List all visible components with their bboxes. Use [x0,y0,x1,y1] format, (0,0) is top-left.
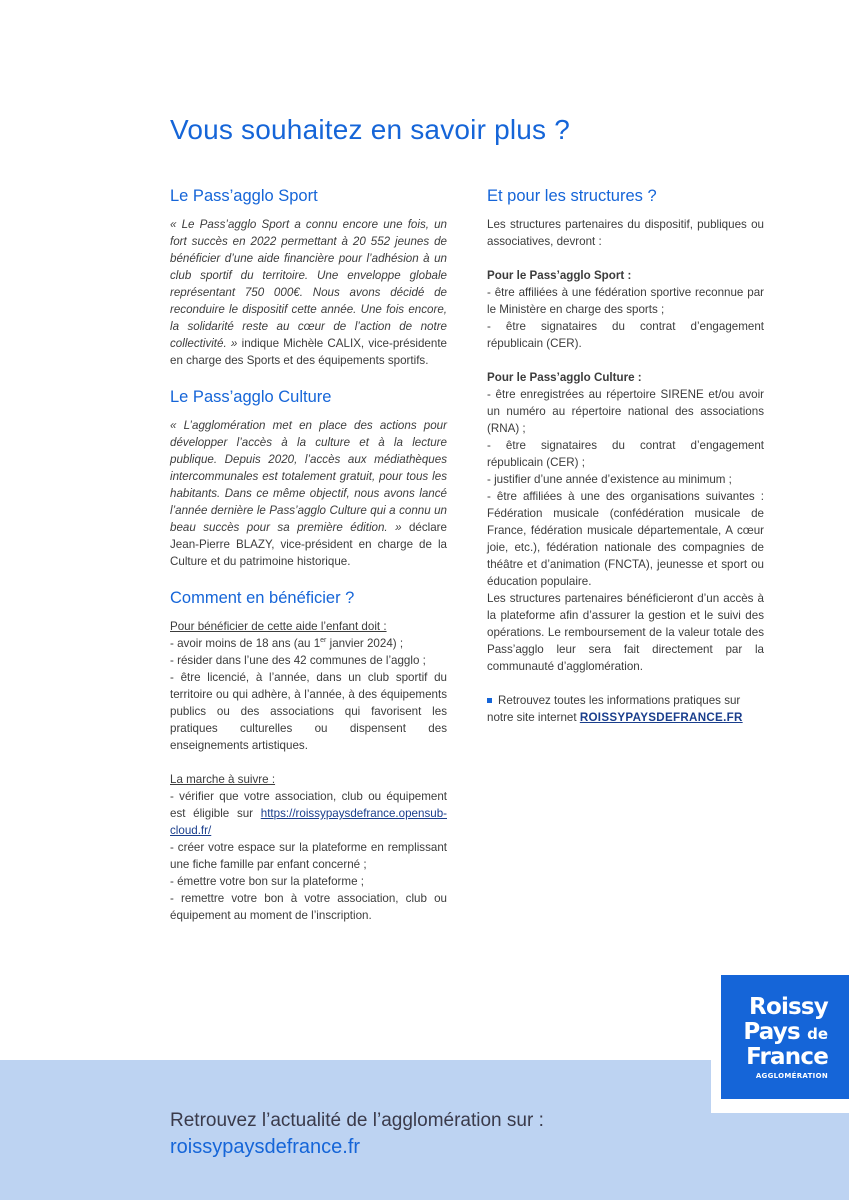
footer-line: Retrouvez l’actualité de l’agglomération sur : [170,1110,544,1131]
step-check-text: - vérifier que votre association, club ou équipement est éligible sur [170,790,447,820]
structures-heading: Et pour les structures ? [487,187,657,205]
sport-req-title: Pour le Pass’agglo Sport : [487,269,632,282]
left-column [170,186,447,924]
step-check [170,788,447,839]
culture-req-item: - être enregistrées au répertoire SIRENE et/ou avoir un numéro au répertoire national des associations (RNA) ; [487,388,764,435]
culture-req-title: Pour le Pass’agglo Culture : [487,371,642,384]
benefit-heading: Comment en bénéficier ? [170,589,355,607]
culture-quote [170,417,447,570]
culture-req-item: - être signataires du contrat d’engagement républicain (CER) ; [487,439,764,469]
square-bullet-icon [487,698,492,703]
condition-age-text: - avoir moins de 18 ans (au 1 [170,637,321,650]
page-title: Vous souhaitez en savoir plus ? [170,114,571,145]
footer [170,1108,544,1160]
opensub-link[interactable]: https://roissypaysdefrance.opensub-cloud.fr/ [170,807,447,837]
culture-quote-text: « L’agglomération met en place des actions pour développer l’accès à la culture et à la lecture publique. Depuis 2020, l’accès aux médiathèques intercommunales est totalement gratuit, pour tous les habitants. Dans ce même objectif, nous avons lancé l’année dernière le Pass’agglo Culture qui a connu un beau succès pour sa première édition. » [170,419,447,534]
sport-quote [170,216,447,369]
condition-age-date: janvier 2024) ; [326,637,404,650]
logo-de: de [807,1025,828,1043]
sport-req-item: - être affiliées à une fédération sportive reconnue par le Ministère en charge des sports ; [487,286,764,316]
step-give: - remettre votre bon à votre association, club ou équipement au moment de l’inscription. [170,892,447,922]
info-note [487,692,764,726]
culture-req-item: - être affiliées à une des organisations suivantes : Fédération musicale (confédération musicale de France, fédération musicale départementale, A cœur joie, etc.), fédération nationale des compagnies de théâtre et d’animation (FNCTA), jeunesse et sport ou éducation populaire. [487,490,764,588]
structures-intro: Les structures partenaires du dispositif, publiques ou associatives, devront : [487,218,764,248]
condition-residence: - résider dans l’une des 42 communes de l’agglo ; [170,654,426,667]
structures-closing: Les structures partenaires bénéficieront d’un accès à la plateforme afin d’assurer la gestion et le suivi des opérations. Le remboursement de la valeur totale des Pass’agglo leur sera fait directement par la communauté d’agglomération. [487,592,764,673]
culture-heading: Le Pass’agglo Culture [170,388,332,406]
info-text: Retrouvez toutes les informations pratiques sur notre site internet [487,694,741,724]
agglo-logo [721,975,849,1099]
sport-quote-text: « Le Pass’agglo Sport a connu encore une fois, un fort succès en 2022 permettant à 20 552 jeunes de bénéficier d’une aide financière pour l’adhésion à un club sportif du territoire. Une enveloppe globale représentant 750 000€. Nous avons décidé de reconduire le dispositif cette année. Une fois encore, la solidarité reste au cœur de l’action de notre collectivité. » [170,218,447,350]
step-create: - créer votre espace sur la plateforme en remplissant une fiche famille par enfant concerné ; [170,841,447,871]
logo-line-france: France [746,1044,828,1070]
condition-age-sup: er [320,637,327,645]
culture-attribution: déclare Jean-Pierre BLAZY, vice-président en charge de la Culture et du patrimoine historique. [170,521,447,568]
sport-req-item: - être signataires du contrat d’engagement républicain (CER). [487,320,764,350]
logo-subtitle: AGGLOMÉRATION [755,1072,828,1080]
footer-url[interactable]: roissypaysdefrance.fr [170,1136,361,1158]
condition-age [170,635,447,652]
logo-line-pays [743,1020,828,1046]
culture-req-item: - justifier d’une année d’existence au minimum ; [487,473,732,486]
condition-licence: - être licencié, à l’année, dans un club sportif du territoire ou qui adhère, à l’année, à des équipements publics ou des associations qui favorisent les pratiques culturelles ou dispensent des enseignements artistiques. [170,671,447,752]
conditions-title: Pour bénéficier de cette aide l’enfant doit : [170,620,387,633]
step-emit: - émettre votre bon sur la plateforme ; [170,875,364,888]
steps-title: La marche à suivre : [170,773,276,786]
website-link[interactable]: ROISSYPAYSDEFRANCE.FR [579,711,743,724]
right-column [487,186,764,726]
logo-line-roissy: Roissy [749,994,828,1020]
sport-heading: Le Pass’agglo Sport [170,187,318,205]
sport-attribution: indique Michèle CALIX, vice-présidente en charge des Sports et des équipements sportifs. [170,337,448,367]
logo-pays: Pays [743,1019,800,1045]
